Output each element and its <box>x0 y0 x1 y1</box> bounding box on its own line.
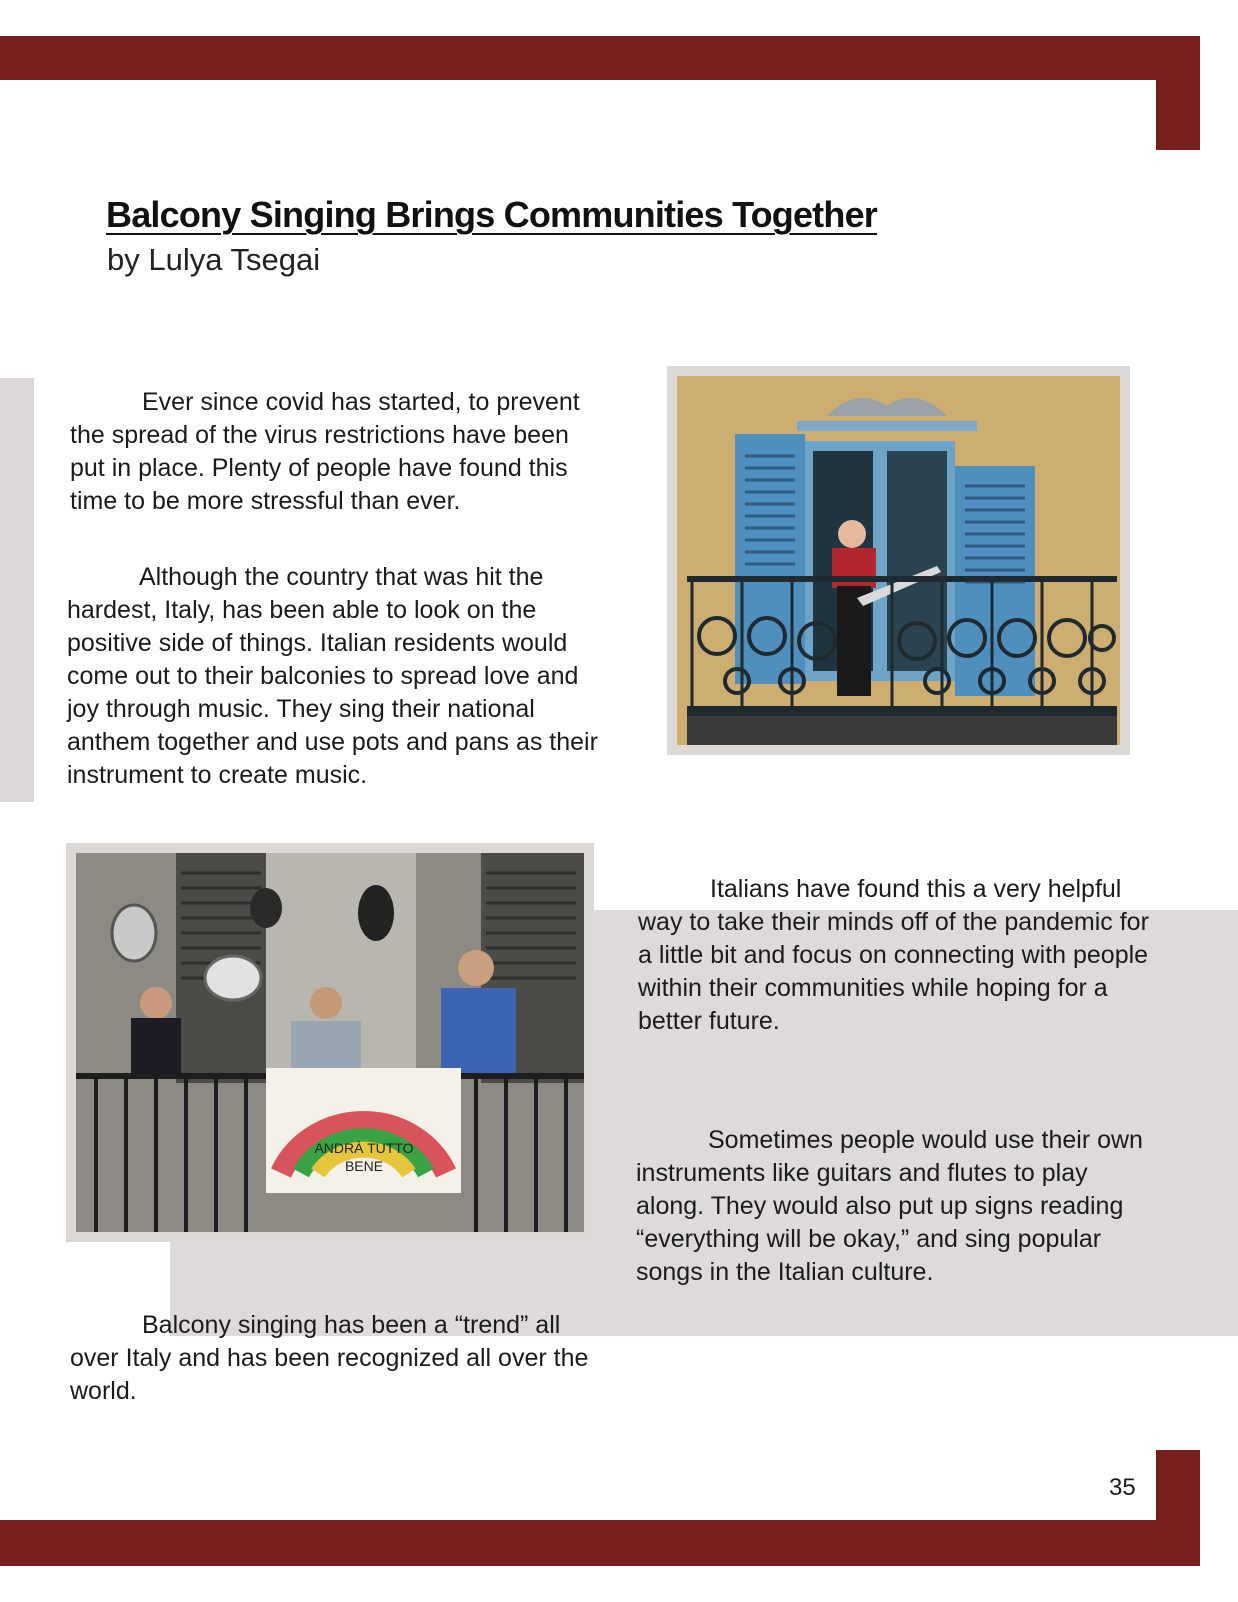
paragraph-1: Ever since covid has started, to prevent the spread of the virus restrictions have been put in place. Plenty of people have found this time to be more stressful than ever. <box>70 388 580 515</box>
photo-guitar-balcony <box>667 366 1130 755</box>
banner-text-line2: BENE <box>344 1158 384 1174</box>
paragraph-2: Although the country that was hit the hardest, Italy, has been able to look on the positive side of things. Italian residents would come out to their balconies to spread love and joy through music. They sing their national anthem together and use pots and pans as their instrument to create music. <box>67 563 598 789</box>
bottom-decorative-bar <box>0 1520 1200 1566</box>
paragraph-5: Balcony singing has been a “trend” all over Italy and has been recognized all over the world. <box>70 1311 589 1405</box>
left-gray-strip <box>0 378 34 802</box>
page-number: 35 <box>1109 1474 1136 1501</box>
top-corner-tab <box>1156 36 1200 150</box>
article-title: Balcony Singing Brings Communities Together <box>106 194 877 235</box>
article-byline: by Lulya Tsegai <box>107 242 321 277</box>
paragraph-4: Sometimes people would use their own instruments like guitars and flutes to play along. They would also put up signs reading “everything will be okay,” and sing popular songs in the Italian culture. <box>636 1126 1143 1286</box>
guitar-balcony-illustration <box>677 376 1120 745</box>
paragraph-3: Italians have found this a very helpful way to take their minds off of the pandemic for a little bit and focus on connecting with people within their communities while hoping for a better future. <box>638 875 1149 1035</box>
pots-pans-illustration <box>76 853 584 1232</box>
photo-pots-pans-balcony <box>66 843 594 1242</box>
banner-text-line1: ANDRÀ TUTTO <box>314 1140 414 1156</box>
top-decorative-bar <box>0 36 1200 80</box>
